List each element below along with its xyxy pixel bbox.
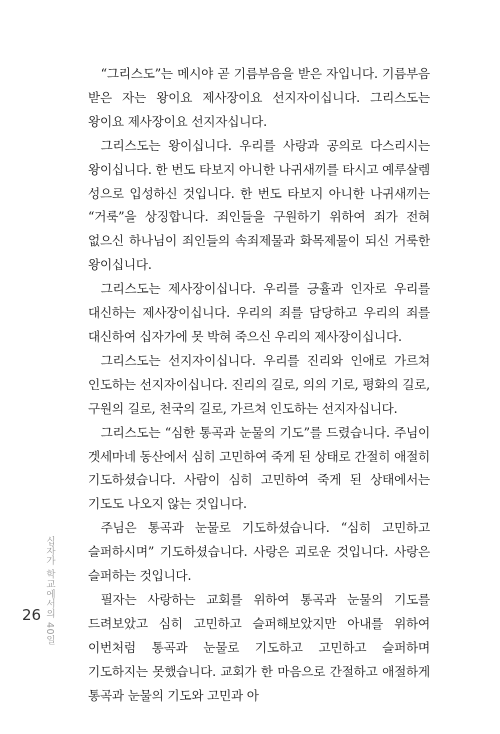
paragraph: “그리스도”는 메시야 곧 기름부음을 받은 자입니다. 기름부음 받은 자는 왕이요 제사장이요 선지자이십니다. 그리스도는 왕이요 제사장이요 선지자십니다.: [88, 66, 430, 129]
paragraph: 그리스도는 “심한 통곡과 눈물의 기도”를 드렸습니다. 주님이 겟세마네 동산에서 심히 고민하여 죽게 된 상태로 간절히 애절히 기도하셨습니다. 사람이 심히 고민하여 죽게 된 상태에서는 기도도 나오지 않는 것입니다.: [88, 424, 430, 512]
running-title: 십자가 학교에서의 40일: [44, 536, 55, 645]
paragraph: 그리스도는 제사장이십니다. 우리를 긍휼과 인자로 우리를 대신하는 제사장이십니다. 우리의 죄를 담당하고 우리의 죄를 대신하여 십자가에 못 박혀 죽으신 우리의 제사장이십니다.: [88, 281, 430, 344]
body-text: [88, 62, 430, 707]
paragraph: 그리스도는 선지자이십니다. 우리를 진리와 인애로 가르쳐 인도하는 선지자이십니다. 진리의 길로, 의의 기로, 평화의 길로, 구원의 길로, 천국의 길로, 가르쳐 인도하는 선지자십니다.: [88, 352, 430, 416]
paragraph: 필자는 사랑하는 교회를 위하여 통곡과 눈물의 기도를 드려보았고 심히 고민하고 슬퍼해보았지만 아내를 위하여 이번처럼 통곡과 눈물로 기도하고 고민하고 슬퍼하며 기도하지는 못했습니다. 교회가 한 마음으로 간절하고 애절하게 통곡과 눈물의 기도와 고민과 아: [88, 591, 430, 703]
page-number: 26: [22, 606, 42, 624]
paragraph: 그리스도는 왕이십니다. 우리를 사랑과 공의로 다스리시는 왕이십니다. 한 번도 타보지 아니한 나귀새끼를 타시고 예루살렘 성으로 입성하신 것입니다. 한 번도 타보지 아니한 나귀새끼는 “거룩”을 상징합니다. 죄인들을 구원하기 위하여 죄가 전혀 없으신 하나님이 죄인들의 속죄제물과 화목제물이 되신 거룩한 왕이십니다.: [88, 137, 430, 273]
paragraph: 주님은 통곡과 눈물로 기도하셨습니다. “심히 고민하고 슬퍼하시며” 기도하셨습니다. 사랑은 괴로운 것입니다. 사랑은 슬퍼하는 것입니다.: [88, 520, 430, 584]
